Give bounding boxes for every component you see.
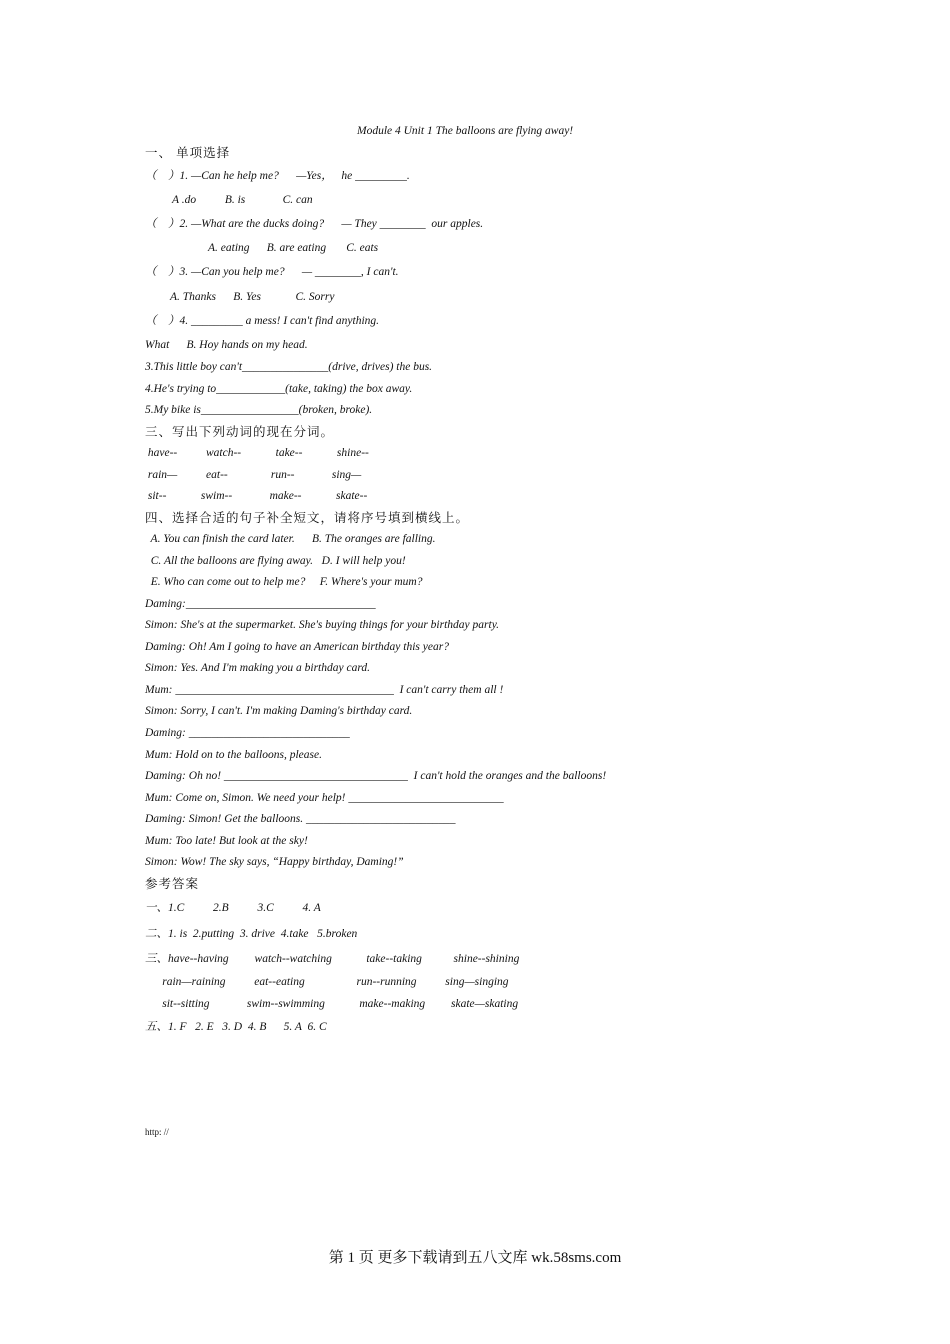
question-1: （ ）1. —Can he help me? —Yes， he _________. [145,170,410,182]
dialogue-line: Simon: Sorry, I can't. I'm making Daming's birthday card. [145,705,413,717]
fill-blank-4: 4.He's trying to____________(take, taking) the box away. [145,383,413,395]
options-e-f: E. Who can come out to help me? F. Where's your mum? [145,576,423,588]
fill-blank-3: 3.This little boy can't_______________(drive, drives) the bus. [145,361,433,373]
dialogue-line: Mum: Too late! But look at the sky! [145,835,308,847]
verb-row-1: have-- watch-- take-- shine-- [145,447,369,459]
dialogue-line: Simon: She's at the supermarket. She's buying things for your birthday party. [145,619,500,631]
page-title: Module 4 Unit 1 The balloons are flying away! [357,125,574,137]
dialogue-line: Simon: Wow! The sky says, “Happy birthday, Daming!” [145,856,404,868]
options-c-d: C. All the balloons are flying away. D. I will help you! [145,555,406,567]
dialogue-line: Daming:_________________________________ [145,598,376,610]
dialogue-line: Mum: Hold on to the balloons, please. [145,749,322,761]
page-footer: 第 1 页 更多下载请到五八文库 wk.58sms.com [328,1250,622,1266]
dialogue-line: Daming: Oh! Am I going to have an American birthday this year? [145,641,449,653]
question-3-options: A. Thanks B. Yes C. Sorry [170,291,335,303]
section-3-heading: 三、写出下列动词的现在分词。 [145,425,335,439]
answer-section-3-row-2: rain—raining eat--eating run--running sing—singing [145,976,509,988]
fill-blank-5: 5.My bike is_________________(broken, broke). [145,404,373,416]
answer-section-5: 五、1. F 2. E 3. D 4. B 5. A 6. C [145,1021,327,1033]
dialogue-line: Mum: Come on, Simon. We need your help! ___________________________ [145,792,504,804]
options-a-b: A. You can finish the card later. B. The oranges are falling. [145,533,436,545]
question-3: （ ）3. —Can you help me? — ________, I can't. [145,266,399,278]
answer-section-1: 一、1.C 2.B 3.C 4. A [145,902,321,914]
verb-row-3: sit-- swim-- make-- skate-- [145,490,368,502]
answer-section-3-row-1: 三、have--having watch--watching take--taking shine--shining [145,953,520,965]
dialogue-line: Daming: Oh no! ________________________________ I can't hold the oranges and the balloons! [145,770,607,782]
section-4-heading: 四、选择合适的句子补全短文，请将序号填到横线上。 [145,511,470,525]
answer-key-heading: 参考答案 [145,877,200,891]
dialogue-line: Mum: ______________________________________ I can't carry them all ! [145,684,504,696]
answer-section-2: 二、1. is 2.putting 3. drive 4.take 5.broken [145,928,358,940]
question-4: （ ）4. _________ a mess! I can't find anything. [145,315,380,327]
question-1-options: A .do B. is C. can [172,194,313,206]
dialogue-line: Daming: Simon! Get the balloons. __________________________ [145,813,456,825]
section-1-heading: 一、 单项选择 [145,146,231,160]
question-2-options: A. eating B. are eating C. eats [208,242,379,254]
verb-row-2: rain— eat-- run-- sing— [145,469,362,481]
dialogue-line: Daming: ____________________________ [145,727,350,739]
answer-section-3-row-3: sit--sitting swim--swimming make--making skate—skating [145,998,519,1010]
dialogue-line: Simon: Yes. And I'm making you a birthday card. [145,662,370,674]
question-2: （ ）2. —What are the ducks doing? — They ________ our apples. [145,218,484,230]
question-4-options: What B. Hoy hands on my head. [145,339,308,351]
url-text: http: // [145,1127,169,1137]
